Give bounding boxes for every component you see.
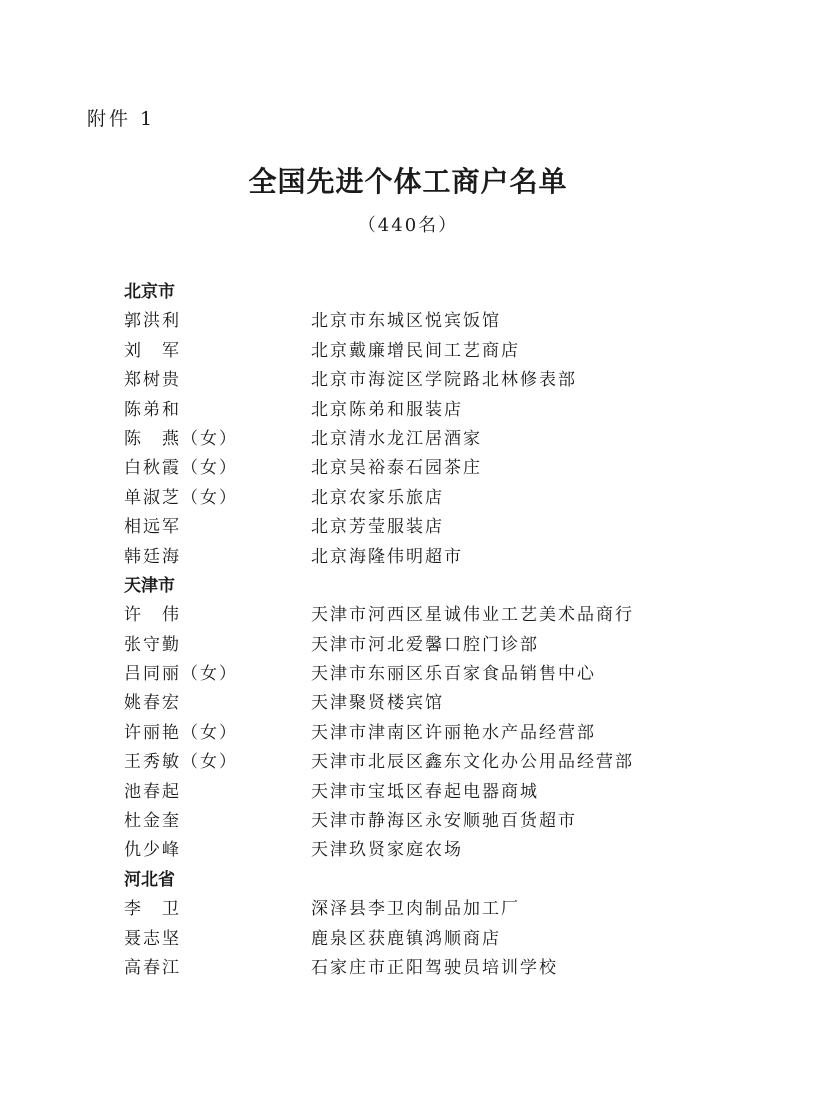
business-name: 天津市东丽区乐百家食品销售中心 [311, 664, 596, 685]
business-name: 天津市宝坻区春起电器商城 [311, 781, 539, 802]
business-name: 天津市河北爱馨口腔门诊部 [311, 634, 539, 655]
person-name: 许丽艳（女） [124, 722, 238, 743]
person-name: 仇少峰 [124, 840, 181, 861]
list-item [124, 337, 764, 366]
region-heading: 北京市 [124, 282, 175, 302]
business-name: 北京清水龙江居酒家 [311, 428, 482, 449]
list-item [124, 543, 764, 572]
business-name: 鹿泉区获鹿镇鸿顺商店 [311, 928, 501, 949]
list-item [124, 954, 764, 983]
person-name: 相远军 [124, 517, 181, 538]
list-item [124, 396, 764, 425]
list-item [124, 748, 764, 777]
list-item [124, 425, 764, 454]
list-item [124, 719, 764, 748]
person-name: 刘 军 [124, 340, 181, 361]
business-name: 天津市河西区星诚伟业工艺美术品商行 [311, 605, 634, 626]
list-item [124, 513, 764, 542]
person-name: 李 卫 [124, 899, 181, 920]
attachment-label: 附件 1 [87, 108, 156, 130]
person-name: 许 伟 [124, 605, 181, 626]
business-name: 北京陈弟和服装店 [311, 399, 463, 420]
person-name: 杜金奎 [124, 811, 181, 832]
business-name: 天津市静海区永安顺驰百货超市 [311, 811, 577, 832]
person-name: 陈 燕（女） [124, 428, 238, 449]
business-name: 天津玖贤家庭农场 [311, 840, 463, 861]
person-name: 陈弟和 [124, 399, 181, 420]
person-name: 聂志坚 [124, 928, 181, 949]
business-name: 北京市东城区悦宾饭馆 [311, 311, 501, 332]
person-name: 白秋霞（女） [124, 458, 238, 479]
list-item [124, 925, 764, 954]
business-name: 北京吴裕泰石园茶庄 [311, 458, 482, 479]
business-name: 天津市津南区许丽艳水产品经营部 [311, 722, 596, 743]
list-item [124, 484, 764, 513]
list-item [124, 454, 764, 483]
business-name: 北京戴廉增民间工艺商店 [311, 340, 520, 361]
person-name: 韩廷海 [124, 546, 181, 567]
person-name: 单淑芝（女） [124, 487, 238, 508]
person-name: 郭洪利 [124, 311, 181, 332]
list-item [124, 307, 764, 336]
person-name: 郑树贵 [124, 370, 181, 391]
business-name: 天津市北辰区鑫东文化办公用品经营部 [311, 752, 634, 773]
list-item [124, 366, 764, 395]
person-name: 高春江 [124, 957, 181, 978]
list-item [124, 778, 764, 807]
region-heading: 天津市 [124, 575, 175, 596]
business-name: 石家庄市正阳驾驶员培训学校 [311, 957, 558, 978]
business-name: 北京芳莹服装店 [311, 517, 444, 538]
person-name: 池春起 [124, 781, 181, 802]
honoree-list [124, 278, 764, 983]
person-name: 王秀敏（女） [124, 752, 238, 773]
list-item [124, 660, 764, 689]
business-name: 天津聚贤楼宾馆 [311, 693, 444, 714]
business-name: 北京市海淀区学院路北林修表部 [311, 370, 577, 391]
list-item [124, 807, 764, 836]
business-name: 北京海隆伟明超市 [311, 546, 463, 567]
region-heading: 河北省 [124, 869, 175, 890]
count-label: （440名） [357, 215, 459, 236]
person-name: 吕同丽（女） [124, 664, 238, 685]
business-name: 北京农家乐旅店 [311, 487, 444, 508]
list-item [124, 631, 764, 660]
list-item [124, 836, 764, 865]
document-title: 全国先进个体工商户名单 [248, 165, 568, 198]
list-item [124, 895, 764, 924]
business-name: 深泽县李卫肉制品加工厂 [311, 899, 520, 920]
person-name: 张守勤 [124, 634, 181, 655]
list-item [124, 601, 764, 630]
list-item [124, 689, 764, 718]
person-name: 姚春宏 [124, 693, 181, 714]
